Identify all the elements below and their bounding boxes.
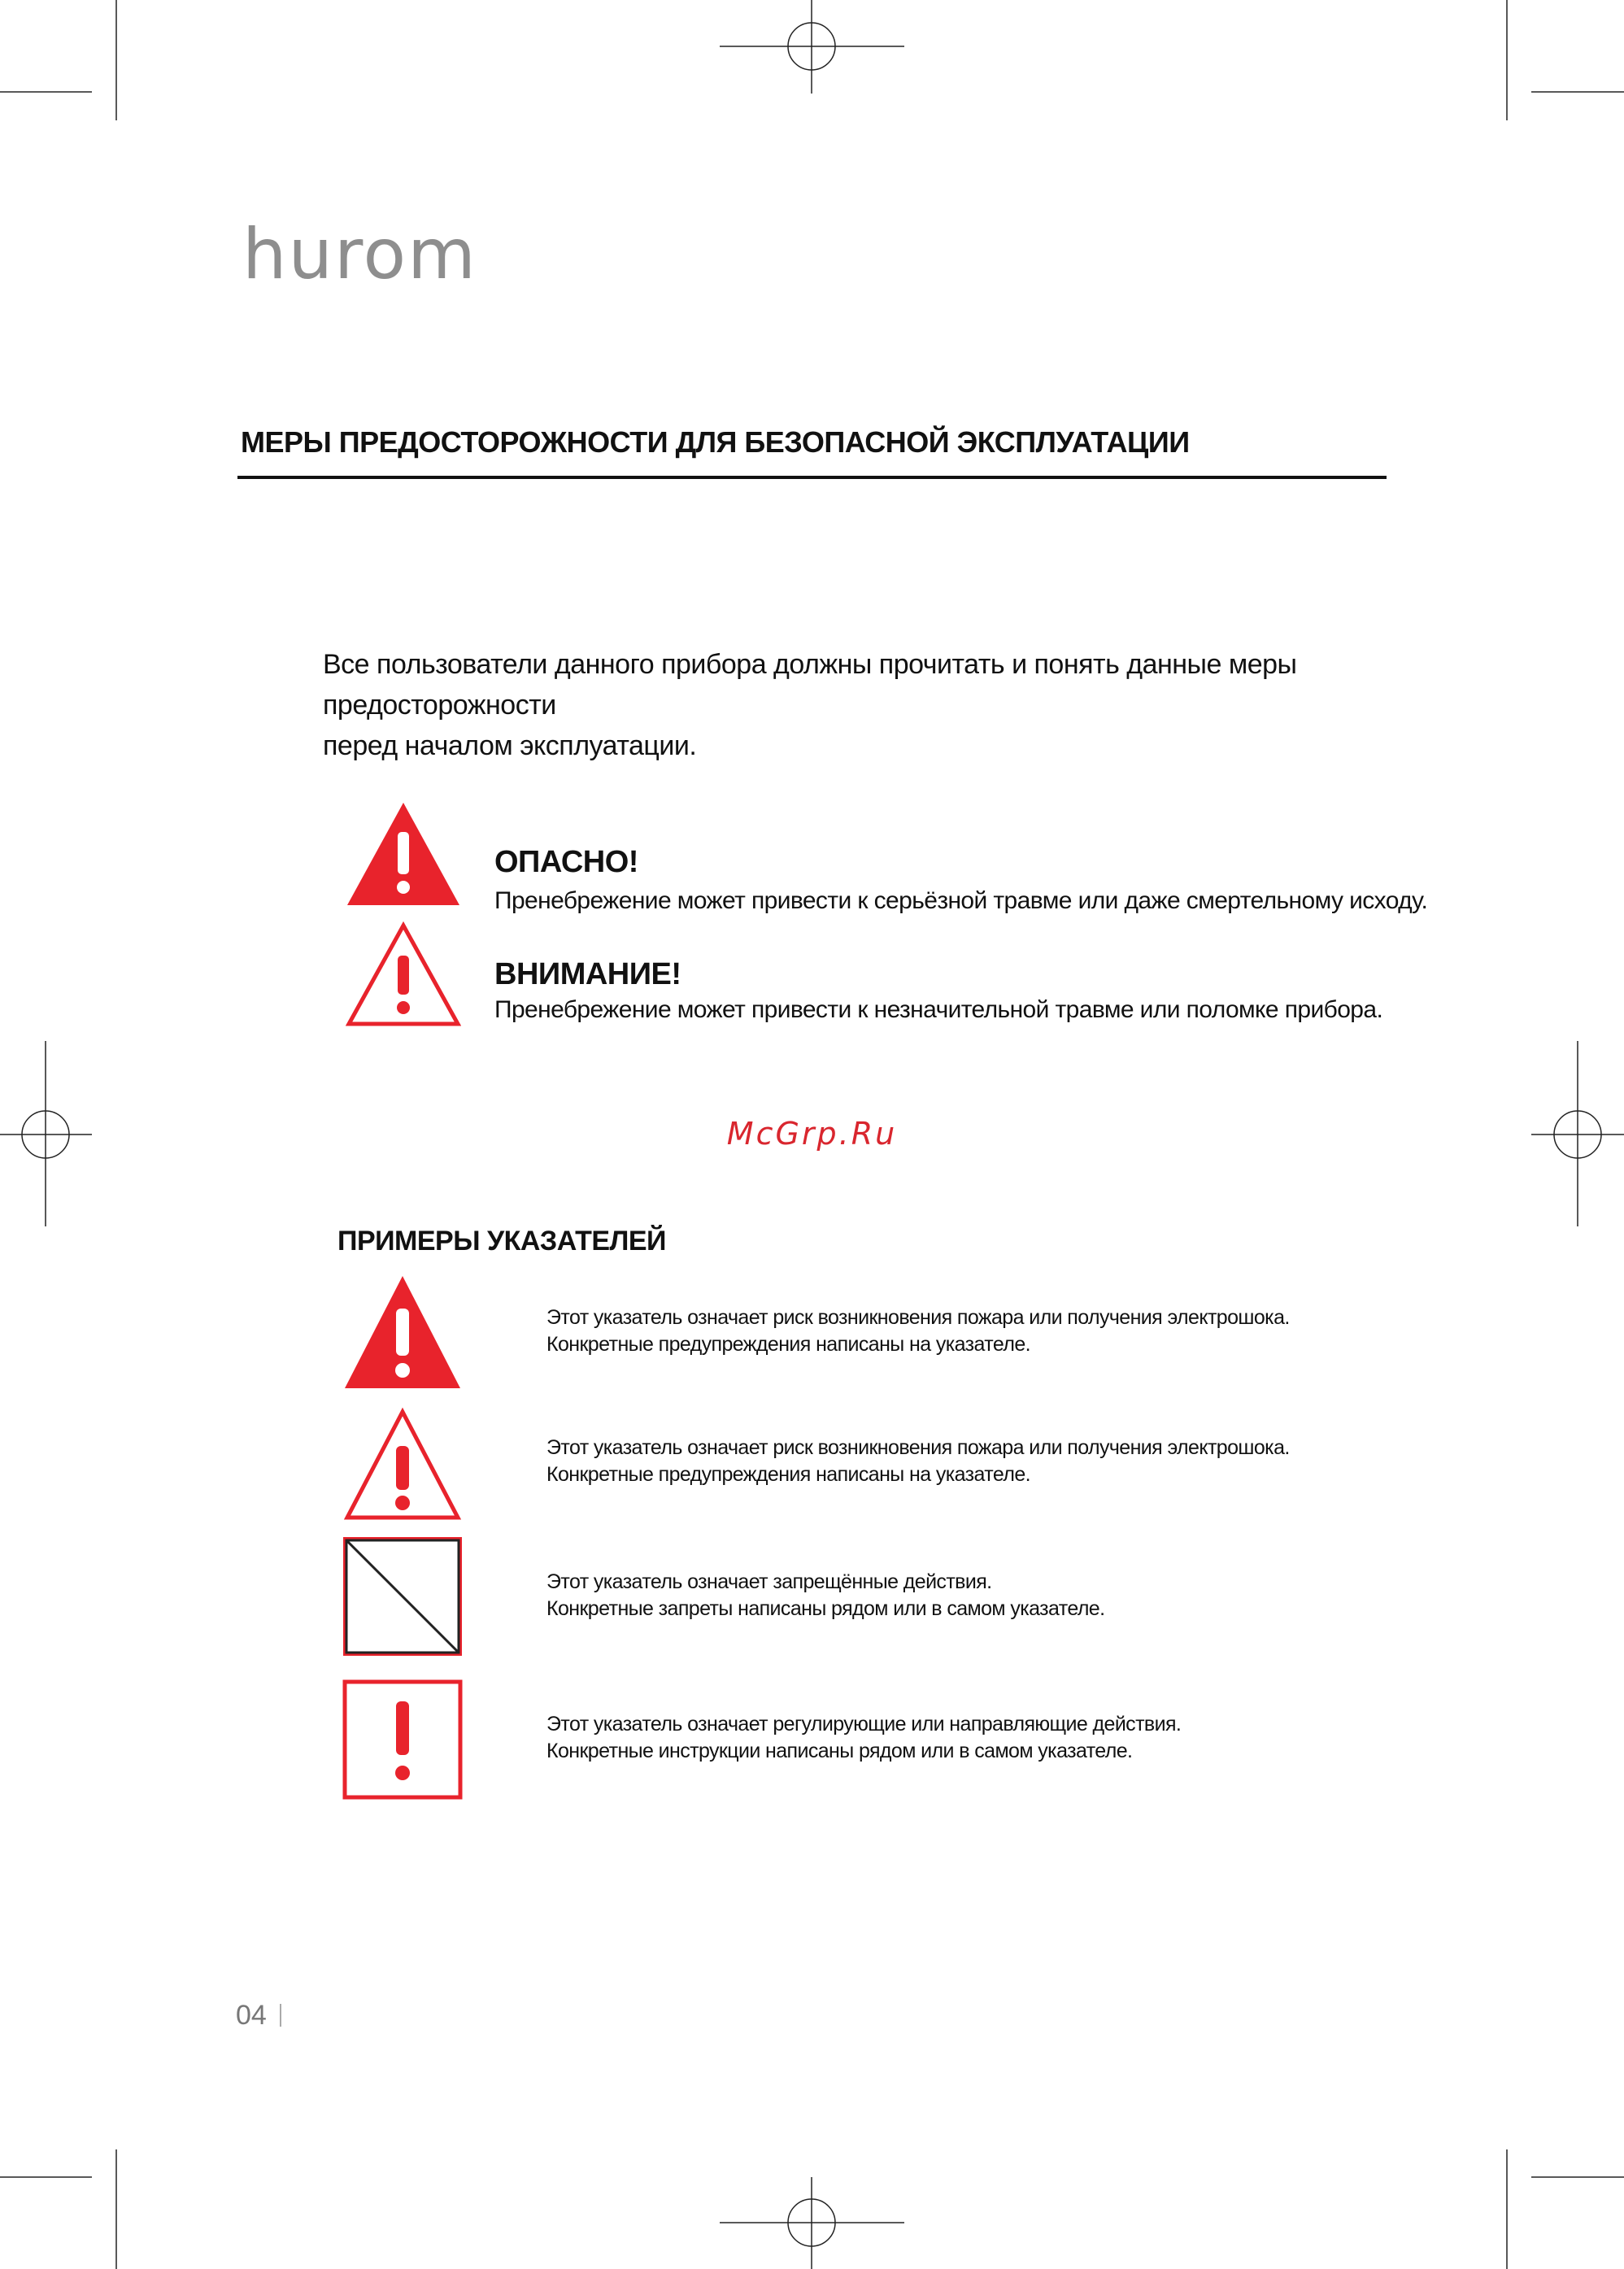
intro-line-2: перед началом эксплуатации. xyxy=(323,730,697,761)
example-4-text xyxy=(546,1711,1181,1765)
caution-description: Пренебрежение может привести к незначительной травме или поломке прибора. xyxy=(494,996,1383,1023)
watermark: McGrp.Ru xyxy=(726,1116,898,1152)
danger-title: ОПАСНО! xyxy=(494,845,638,879)
example-1-text xyxy=(546,1304,1290,1358)
page-number: 04 xyxy=(236,2000,267,2031)
example-3-line-2: Конкретные запреты написаны рядом или в самом указателе. xyxy=(546,1597,1105,1620)
intro-line-1: Все пользователи данного прибора должны прочитать и понять данные меры предосторожности xyxy=(323,649,1297,721)
example-1-line-2: Конкретные предупреждения написаны на указателе. xyxy=(546,1333,1030,1356)
section-title: МЕРЫ ПРЕДОСТОРОЖНОСТИ ДЛЯ БЕЗОПАСНОЙ ЭКСПЛУАТАЦИИ xyxy=(241,425,1190,459)
mandatory-square-icon xyxy=(342,1679,464,1801)
caution-title: ВНИМАНИЕ! xyxy=(494,957,681,991)
example-2-text xyxy=(546,1435,1290,1488)
danger-description: Пренебрежение может привести к серьёзной травме или даже смертельному исходу. xyxy=(494,887,1428,914)
example-1-line-1: Этот указатель означает риск возникновения пожара или получения электрошока. xyxy=(546,1306,1290,1329)
example-3-text xyxy=(546,1569,1104,1622)
example-4-line-2: Конкретные инструкции написаны рядом или в самом указателе. xyxy=(546,1740,1133,1762)
example-3-line-1: Этот указатель означает запрещённые действия. xyxy=(546,1570,992,1593)
example-2-line-1: Этот указатель означает риск возникновения пожара или получения электрошока. xyxy=(546,1436,1290,1459)
filled-warning-triangle-icon xyxy=(346,801,461,907)
outline-warning-triangle-icon xyxy=(342,1405,464,1527)
brand-logo: hurom xyxy=(242,214,477,295)
title-divider xyxy=(237,476,1387,479)
outline-warning-triangle-icon xyxy=(346,921,461,1027)
filled-warning-triangle-icon xyxy=(342,1273,464,1395)
example-4-line-1: Этот указатель означает регулирующие или направляющие действия. xyxy=(546,1713,1182,1736)
examples-title: ПРИМЕРЫ УКАЗАТЕЛЕЙ xyxy=(337,1226,666,1256)
example-2-line-2: Конкретные предупреждения написаны на указателе. xyxy=(546,1463,1030,1486)
intro-paragraph xyxy=(323,644,1396,766)
page-number-separator xyxy=(280,2004,281,2027)
prohibition-square-icon xyxy=(342,1535,464,1657)
